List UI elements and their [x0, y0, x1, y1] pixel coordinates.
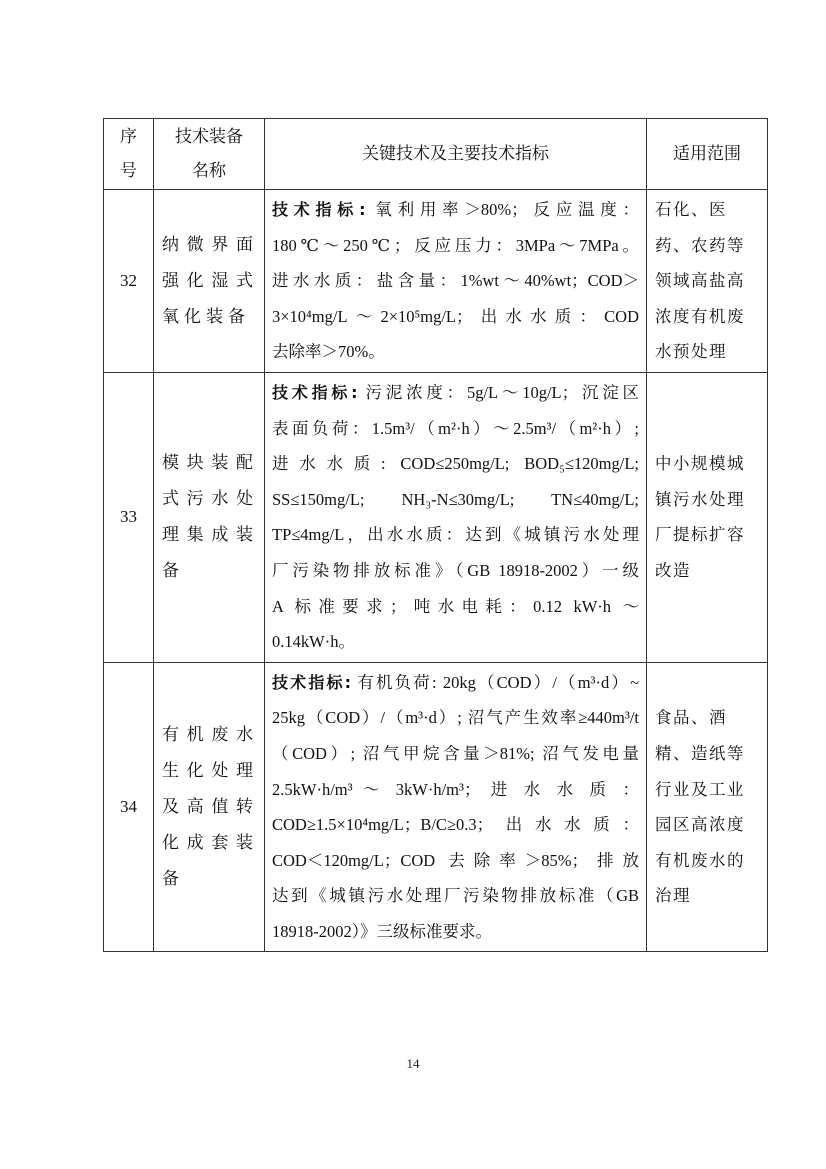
row-technical-indicators	[265, 372, 647, 662]
header-serial-line1: 序	[120, 127, 137, 147]
row-equipment-name: 纳微界面强化湿式氧化装备	[154, 190, 265, 373]
tech-line: 180℃～250℃；反应压力：3MPa～7MPa。	[272, 235, 639, 255]
header-name-line2: 名称	[192, 161, 226, 181]
row-application-scope: 食品、酒精、造纸等行业及工业园区高浓度有机废水的治理	[647, 662, 768, 952]
tech-line: 厂污染物排放标准》（GB 18918-2002）一级	[272, 560, 639, 580]
row-equipment-name: 有机废水生化处理及高值转化成套装备	[154, 662, 265, 952]
row-technical-indicators	[265, 662, 647, 952]
tech-line: COD≥1.5×10⁴mg/L；B/C≥0.3；出水水质：	[272, 815, 639, 835]
header-serial-line2: 号	[120, 161, 137, 181]
row-serial-number: 33	[104, 372, 154, 662]
tech-line: 技术指标: 污泥浓度：5g/L～10g/L；沉淀区	[272, 382, 639, 402]
tech-line: 表面负荷：1.5m³/（m²·h）～2.5m³/（m²·h）;	[272, 418, 639, 438]
table-header-row	[104, 119, 768, 190]
row-equipment-name: 模块装配式污水处理集成装备	[154, 372, 265, 662]
tech-label: 技术指标:	[272, 382, 358, 402]
row-serial-number: 32	[104, 190, 154, 373]
tech-line: 25kg（COD）/（m³·d）; 沼气产生效率≥440m³/t	[272, 708, 639, 728]
tech-label: 技术指标:	[272, 200, 366, 219]
table-row	[104, 372, 768, 662]
table-row	[104, 662, 768, 952]
row-serial-number: 34	[104, 662, 154, 952]
equipment-spec-table	[103, 118, 768, 952]
tech-line: 进水水质: COD≤250mg/L; BOD₅≤120mg/L;	[272, 454, 639, 474]
header-name-line1: 技术装备	[175, 127, 243, 147]
table-row	[104, 190, 768, 373]
header-serial-number	[104, 119, 154, 190]
tech-line: SS≤150mg/L; NH₃-N≤30mg/L; TN≤40mg/L;	[272, 489, 639, 509]
row-application-scope: 中小规模城镇污水处理厂提标扩容改造	[647, 372, 768, 662]
tech-line: 3×10⁴mg/L～2×10⁵mg/L；出水水质：COD	[272, 306, 639, 326]
header-equipment-name	[154, 119, 265, 190]
row-application-scope: 石化、医药、农药等领域高盐高浓度有机废水预处理	[647, 190, 768, 373]
tech-line: 技术指标: 氧利用率＞80%；反应温度：	[272, 200, 639, 219]
page-number: 14	[406, 1056, 420, 1071]
tech-line: 技术指标: 有机负荷: 20kg（COD）/（m³·d）~	[272, 672, 639, 692]
header-scope: 适用范围	[647, 119, 768, 190]
tech-line: 18918-2002）》三级标准要求。	[272, 921, 492, 941]
row-technical-indicators	[265, 190, 647, 373]
tech-line: （COD）; 沼气甲烷含量＞81%; 沼气发电量	[272, 743, 639, 763]
tech-line: 进水水质：盐含量：1%wt～40%wt；COD＞	[272, 271, 639, 291]
tech-line: 2.5kW·h/m³ ～ 3kW·h/m³； 进 水 水 质 ：	[272, 779, 639, 799]
tech-line: 0.14kW·h。	[272, 632, 355, 652]
tech-label: 技术指标:	[272, 672, 352, 692]
tech-line: 去除率＞70%。	[272, 342, 385, 362]
tech-line: COD＜120mg/L；COD 去除率＞85%；排放	[272, 850, 639, 870]
tech-line: 达到《城镇污水处理厂污染物排放标准（GB	[272, 886, 639, 906]
tech-line: A 标准要求；吨水电耗：0.12 kW·h ～	[272, 596, 639, 616]
tech-line: TP≤4mg/L，出水水质：达到《城镇污水处理	[272, 525, 639, 545]
header-key-technology: 关键技术及主要技术指标	[265, 119, 647, 190]
